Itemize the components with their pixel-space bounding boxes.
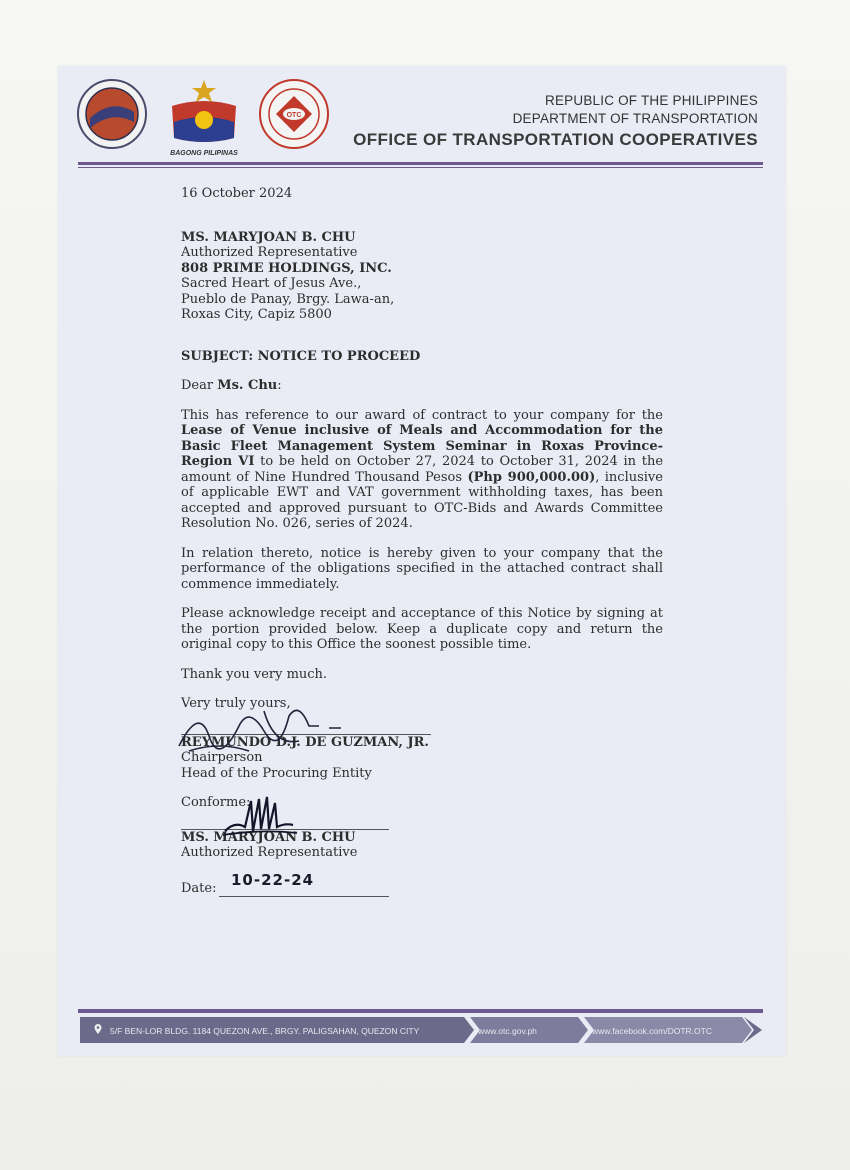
recipient-address-2: Pueblo de Panay, Brgy. Lawa-an,	[181, 291, 395, 307]
letterhead-department: DEPARTMENT OF TRANSPORTATION	[512, 111, 758, 126]
bagong-pilipinas-logo-icon	[164, 76, 244, 158]
dotr-seal-icon	[76, 78, 148, 150]
footer-address: 5/F BEN-LOR BLDG. 1184 QUEZON AVE., BRGY. PALIGSAHAN, QUEZON CITY	[110, 1026, 420, 1036]
signatory-title-2: Head of the Procuring Entity	[181, 765, 372, 781]
paragraph-acknowledge: Please acknowledge receipt and acceptance of this Notice by signing at the portion provided below. Keep a duplicate copy and return the original copy to this Office the soonest possible time.	[181, 606, 663, 652]
conforme-title: Authorized Representative	[181, 845, 358, 860]
header-logos	[76, 76, 346, 158]
footer-website[interactable]: www.otc.gov.ph	[478, 1026, 537, 1036]
footer-rule	[78, 1009, 763, 1013]
letterhead	[353, 92, 758, 150]
letter-date: 16 October 2024	[181, 186, 293, 201]
location-pin-icon	[92, 1023, 104, 1035]
signatory-title-1: Chairperson	[181, 750, 263, 765]
date-label: Date:	[181, 880, 217, 896]
salutation-suffix: :	[277, 378, 282, 393]
recipient-title: Authorized Representative	[181, 245, 358, 260]
p1-amount: (Php 900,000.00)	[467, 469, 596, 485]
conforme-label: Conforme:	[181, 795, 251, 810]
header-rule	[78, 162, 763, 165]
signatory-block	[181, 696, 663, 781]
letter-body	[181, 186, 663, 897]
letterhead-republic: REPUBLIC OF THE PHILIPPINES	[545, 93, 758, 108]
p1-terms: , inclusive of applicable EWT and VAT government withholding taxes, has been accepted and approved pursuant to OTC-Bids and Awards Committee Resolution No. 026, series of 2024.	[181, 469, 663, 531]
signatory-signature-icon	[169, 696, 359, 766]
conforme-block	[181, 795, 663, 861]
salutation-name: Ms. Chu	[217, 378, 278, 393]
p1-project: Lease of Venue inclusive of Meals and Accommodation for the Basic Fleet Management System Seminar in Roxas Province-Region VI	[181, 423, 663, 469]
salutation	[181, 378, 663, 394]
footer-facebook[interactable]: www.facebook.com/DOTR.OTC	[592, 1026, 712, 1036]
closing-thanks: Thank you very much.	[181, 666, 328, 682]
date-field	[181, 870, 663, 897]
recipient-name: MS. MARYJOAN B. CHU	[181, 229, 356, 245]
signatory-name: REYMUNDO D.J. DE GUZMAN, JR.	[181, 734, 429, 750]
valediction: Very truly yours,	[181, 696, 291, 711]
letterhead-office: OFFICE OF TRANSPORTATION COOPERATIVES	[353, 130, 758, 149]
p1-schedule: to be held on October 27, 2024 to October 31, 2024 in the amount of Nine Hundred Thousand Pesos	[181, 454, 664, 485]
otc-seal-icon	[258, 78, 330, 150]
date-line	[219, 896, 389, 897]
bagong-pilipinas-label: BAGONG PILIPINAS	[170, 150, 238, 157]
date-handwritten: 10-22-24	[231, 870, 315, 889]
conforme-signature-icon	[221, 793, 301, 839]
letter-subject: SUBJECT: NOTICE TO PROCEED	[181, 348, 421, 364]
otc-logo-text: OTC	[286, 112, 302, 119]
recipient-company: 808 PRIME HOLDINGS, INC.	[181, 260, 392, 276]
conforme-name: MS. MARYJOAN B. CHU	[181, 829, 356, 845]
recipient-address-1: Sacred Heart of Jesus Ave.,	[181, 276, 362, 291]
paragraph-notice: In relation thereto, notice is hereby given to your company that the performance of the obligations specified in the attached contract shall commence immediately.	[181, 545, 663, 592]
paragraph-award	[181, 408, 663, 532]
header-rule-thin	[78, 167, 763, 168]
recipient-address-3: Roxas City, Capiz 5800	[181, 307, 332, 322]
p1-intro: This has reference to our award of contract to your company for the	[181, 407, 663, 423]
salutation-prefix: Dear	[181, 378, 218, 393]
